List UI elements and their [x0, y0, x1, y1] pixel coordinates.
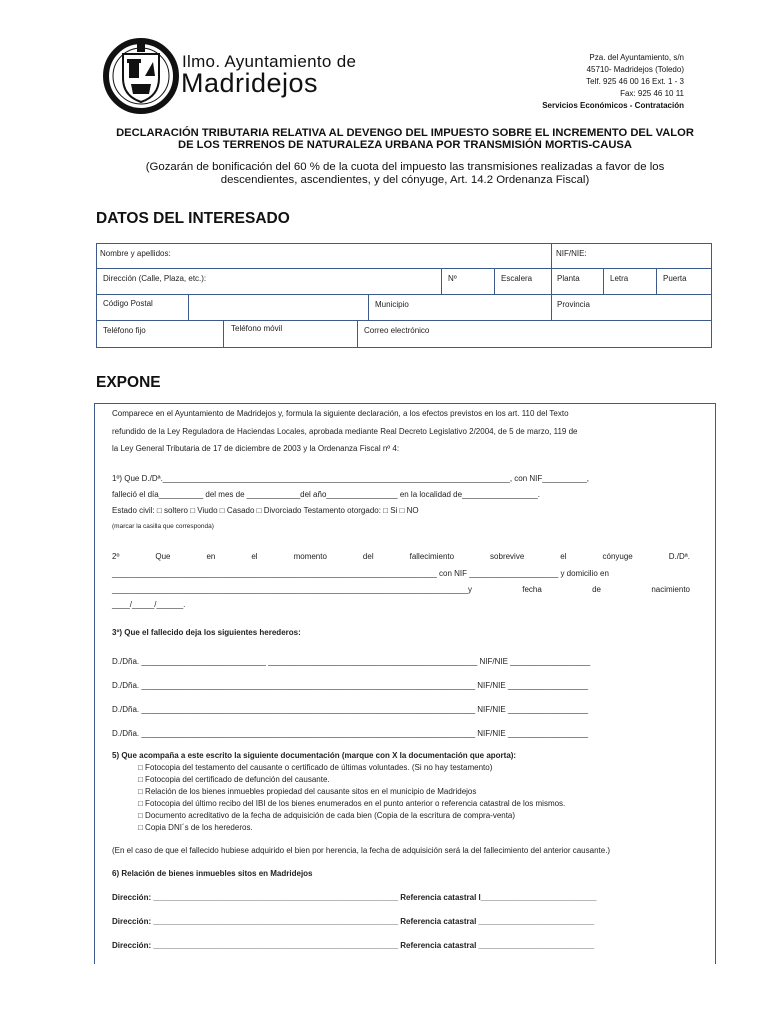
word: D./Dª. — [668, 552, 690, 561]
address-line: 45710- Madridejos (Toledo) — [586, 65, 684, 74]
doc-checkbox-item[interactable]: □ Relación de los bienes inmuebles propiedad del causante sitos en el municipio de Madridejos — [138, 787, 477, 796]
subtitle-line: descendientes, ascendientes, y del cónyuge, Art. 14.2 Ordenanza Fiscal) — [220, 174, 590, 186]
field-letra[interactable]: Letra — [610, 274, 629, 283]
field-municipio[interactable]: Municipio — [375, 300, 409, 309]
intro-line: Comparece en el Ayuntamiento de Madridejos y, formula la siguiente declaración, a los efectos previstos en los art. 110 del Texto — [112, 409, 569, 418]
doc-checkbox-item[interactable]: □ Fotocopia del último recibo del IBI de los bienes enumerados en el punto anterior o referencia catastral de los mismos. — [138, 799, 566, 808]
document-subtitle — [60, 161, 750, 187]
field-puerta[interactable]: Puerta — [663, 274, 687, 283]
word: del — [362, 552, 374, 561]
org-name-line2: Madridejos — [181, 68, 319, 98]
department-label: Servicios Económicos - Contratación — [542, 101, 684, 110]
doc-checkbox-item[interactable]: □ Documento acreditativo de la fecha de adquisición de cada bien (Copia de la escritura de compra-venta) — [138, 811, 516, 820]
doc-checkbox-item[interactable]: □ Copia DNI´s de los herederos. — [138, 823, 253, 832]
field-telefono-fijo[interactable]: Teléfono fijo — [103, 326, 146, 335]
intro-line: la Ley General Tributaria de 17 de diciembre de 2003 y la Ordenanza Fiscal nº 4: — [112, 444, 400, 453]
heir-line[interactable]: D./Dña. ____________________________ _______________________________________________ NIF/NIE __________________ — [112, 657, 591, 666]
doc-checkbox-item[interactable]: □ Fotocopia del testamento del causante o certificado de últimas voluntades. (Si no hay testamento) — [138, 763, 493, 772]
field-direccion[interactable]: Dirección (Calle, Plaza, etc.): — [103, 274, 207, 283]
title-line: DE LOS TERRENOS DE NATURALEZA URBANA POR TRANSMISIÓN MORTIS-CAUSA — [178, 139, 632, 151]
field-nif[interactable]: NIF/NIE: — [556, 249, 587, 258]
field-nombre[interactable]: Nombre y apellidos: — [100, 249, 171, 258]
word: momento — [293, 552, 327, 561]
word: de — [592, 585, 602, 594]
property-line[interactable]: Dirección: _______________________________________________________ Referencia catastral __________________________ — [112, 917, 595, 926]
field-correo[interactable]: Correo electrónico — [364, 326, 430, 335]
word: Que — [155, 552, 171, 561]
subtitle-line: (Gozarán de bonificación del 60 % de la cuota del impuesto las transmisiones realizadas a favor de los — [145, 161, 665, 173]
address-block — [542, 52, 684, 112]
doc-checkbox-item[interactable]: □ Fotocopia del certificado de defunción del causante. — [138, 775, 330, 784]
address-line: Pza. del Ayuntamiento, s/n — [589, 53, 684, 62]
field-planta[interactable]: Planta — [557, 274, 580, 283]
section-2-line1 — [112, 552, 690, 561]
coat-of-arms-logo — [101, 36, 181, 116]
field-telefono-movil[interactable]: Teléfono móvil — [231, 324, 283, 333]
word: ________________________________________________________________________________y — [112, 585, 472, 594]
heir-line[interactable]: D./Dña. ___________________________________________________________________________ NIF/NIE __________________ — [112, 681, 589, 690]
marcar-note: (marcar la casilla que corresponda) — [112, 523, 214, 530]
field-codigo-postal[interactable]: Código Postal — [103, 299, 153, 308]
word: el — [560, 552, 567, 561]
section-5-heading: 5) Que acompaña a este escrito la siguiente documentación (marque con X la documentación que aporta): — [112, 751, 517, 760]
property-line[interactable]: Dirección: _______________________________________________________ Referencia catastral l__________________________ — [112, 893, 597, 902]
herencia-note: (En el caso de que el fallecido hubiese adquirido el bien por herencia, la fecha de adquisición será la del fallecimiento del anterior causante.) — [112, 846, 611, 855]
section-2-date[interactable]: ____/_____/______. — [112, 600, 186, 609]
field-numero[interactable]: Nº — [448, 274, 457, 283]
heir-line[interactable]: D./Dña. ___________________________________________________________________________ NIF/NIE __________________ — [112, 729, 589, 738]
section-2-line[interactable]: _________________________________________________________________________ con NIF ____________________ y domicilio en — [112, 569, 609, 578]
section-1-line[interactable]: falleció el día__________ del mes de ____________del año________________ en la localidad de_________________. — [112, 490, 540, 499]
document-title — [60, 127, 750, 151]
estado-civil-checkboxes[interactable]: Estado civil: □ soltero □ Viudo □ Casado □ Divorciado Testamento otorgado: □ Si □ NO — [112, 506, 419, 515]
section-heading-datos: DATOS DEL INTERESADO — [96, 210, 290, 227]
word: fecha — [522, 585, 542, 594]
address-line: Fax: 925 46 10 11 — [620, 89, 684, 98]
section-1-line[interactable]: 1º) Que D./Dª.______________________________________________________________________________, con NIF__________, — [112, 474, 589, 483]
org-name-line1: Ilmo. Ayuntamiento de — [182, 52, 357, 71]
word: nacimiento — [651, 585, 690, 594]
section-3-heading: 3º) Que el fallecido deja los siguientes herederos: — [112, 628, 301, 637]
heir-line[interactable]: D./Dña. ___________________________________________________________________________ NIF/NIE __________________ — [112, 705, 589, 714]
field-provincia[interactable]: Provincia — [557, 300, 590, 309]
address-line: Telf. 925 46 00 16 Ext. 1 - 3 — [586, 77, 684, 86]
field-escalera[interactable]: Escalera — [501, 274, 533, 283]
word: 2º — [112, 552, 120, 561]
title-line: DECLARACIÓN TRIBUTARIA RELATIVA AL DEVENGO DEL IMPUESTO SOBRE EL INCREMENTO DEL VALOR — [116, 127, 694, 139]
word: en — [206, 552, 216, 561]
datos-form-table — [96, 243, 712, 348]
intro-line: refundido de la Ley Reguladora de Haciendas Locales, aprobada mediante Real Decreto Legislativo 2/2004, de 5 de marzo, 119 de — [112, 427, 578, 436]
section-6-heading: 6) Relación de bienes inmuebles sitos en Madridejos — [112, 869, 313, 878]
coat-of-arms-icon — [101, 36, 181, 116]
section-heading-expone: EXPONE — [96, 374, 161, 391]
word: cónyuge — [602, 552, 633, 561]
word: el — [251, 552, 258, 561]
word: sobrevive — [490, 552, 525, 561]
word: fallecimiento — [409, 552, 455, 561]
property-line[interactable]: Dirección: _______________________________________________________ Referencia catastral __________________________ — [112, 941, 595, 950]
section-2-line3[interactable] — [112, 585, 690, 594]
